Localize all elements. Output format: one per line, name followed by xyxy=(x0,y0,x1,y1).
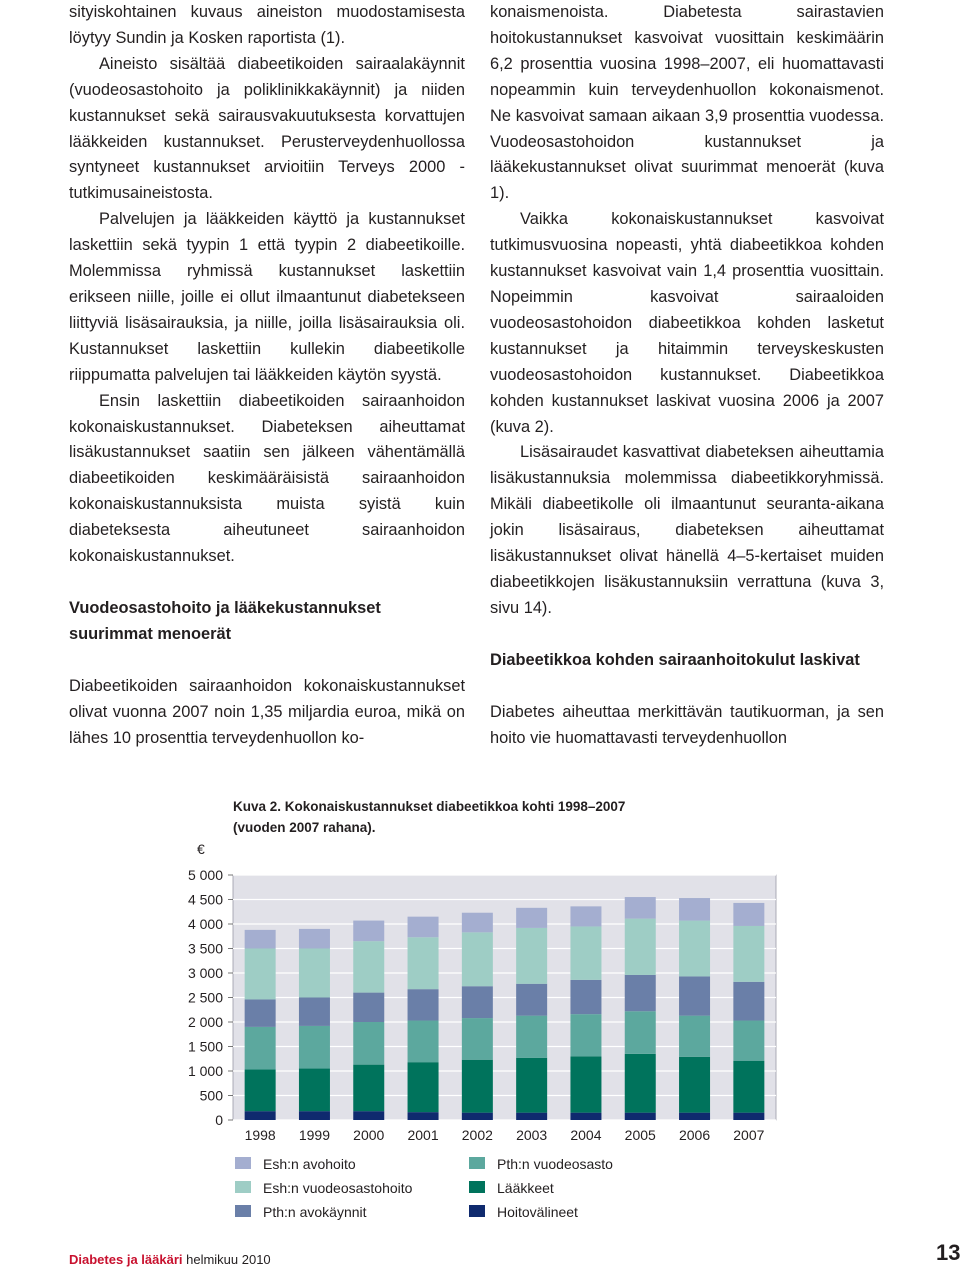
bar-segment xyxy=(625,1011,656,1054)
page-number: 13 xyxy=(936,1240,960,1265)
bar-segment xyxy=(245,949,276,1000)
bar-segment xyxy=(516,1058,547,1113)
bar-segment xyxy=(408,937,439,989)
bar-segment xyxy=(462,1113,493,1120)
bar-segment xyxy=(299,949,330,998)
bar-segment xyxy=(625,919,656,975)
bar-segment xyxy=(353,1065,384,1112)
bar-segment xyxy=(516,1113,547,1120)
section-heading-right: Diabeetikkoa kohden sairaanhoitokulut laskivat xyxy=(490,650,860,669)
left-paragraph-4: Ensin laskettiin diabeetikoiden sairaanhoidon kokonaiskustannukset. Diabeteksen aiheuttamat lisäkustannukset saatiin sen jälkeen vähentämällä diabeetikoiden keskimääräisistä sairaanhoidon kokonaiskustannuksista muista syistä kuin diabeteksesta aiheutuneet sairaanhoidon kokonaiskustannukset. xyxy=(69,391,465,566)
journal-name-part2: ja lääkäri xyxy=(126,1252,183,1267)
bar-segment xyxy=(733,926,764,982)
bar-segment xyxy=(462,913,493,933)
bar-segment xyxy=(408,1062,439,1112)
bar-segment xyxy=(733,903,764,926)
bar-segment xyxy=(733,1021,764,1061)
left-paragraph-2: Aineisto sisältää diabeetikoiden sairaalakäynnit (vuodeosastohoito ja poliklinikkakäynnit) ja niiden kustannukset sekä sairausvakuutuksesta korvattujen lääkkeiden kustannukset. Perusterveydenhuollossa syntyneet kustannukset arvioitiin Terveys 2000 -tutkimusaineistosta. xyxy=(69,54,465,203)
bar-segment xyxy=(353,941,384,992)
bar-segment xyxy=(570,1113,601,1120)
bar-segment xyxy=(733,982,764,1021)
bar-segment xyxy=(408,1112,439,1120)
y-tick-label: 5 000 xyxy=(187,867,223,883)
y-tick-label: 2 500 xyxy=(187,989,223,1006)
x-tick-label: 1998 xyxy=(244,1127,276,1143)
bar-segment xyxy=(625,975,656,1011)
chart-title-line-1: Kuva 2. Kokonaiskustannukset diabeetikkoa kohti 1998–2007 xyxy=(233,799,626,814)
bar-segment xyxy=(679,921,710,977)
legend-swatch xyxy=(235,1181,251,1193)
section-heading-left: Vuodeosastohoito ja lääkekustannukset suurimmat menoerät xyxy=(69,598,381,643)
y-tick-label: 3 000 xyxy=(187,965,223,981)
bar-segment xyxy=(570,906,601,926)
right-paragraph-3: Lisäsairaudet kasvattivat diabeteksen aiheuttamia lisäkustannuksia molemmissa diabeetikkoryhmissä. Mikäli diabeetikolle oli ilmaantunut seuranta-aikana jokin lisäsairaus, diabeteksen aiheuttamat lisäkustannukset olivat hänellä 4–5-kertaiset muiden diabeetikkojen lisäkustannuksiin verrattuna (kuva 3, sivu 14). xyxy=(490,443,884,617)
legend-label: Lääkkeet xyxy=(497,1180,554,1196)
legend-label: Hoitovälineet xyxy=(497,1204,578,1220)
bar-segment xyxy=(679,1113,710,1120)
bar-segment xyxy=(570,1014,601,1056)
bar-segment xyxy=(570,980,601,1014)
legend-swatch xyxy=(469,1205,485,1217)
bar-segment xyxy=(679,976,710,1015)
x-tick-label: 2003 xyxy=(516,1127,548,1143)
x-tick-label: 2005 xyxy=(624,1127,656,1143)
y-tick-label: 0 xyxy=(215,1112,223,1128)
left-paragraph-1: sityiskohtainen kuvaus aineiston muodostamisesta löytyy Sundin ja Kosken raportista (1). xyxy=(69,3,465,47)
legend-swatch xyxy=(235,1157,251,1169)
page-footer xyxy=(69,1252,271,1267)
bar-segment xyxy=(570,1056,601,1112)
y-tick-label: 4 000 xyxy=(187,916,223,932)
left-paragraph-5: Diabeetikoiden sairaanhoidon kokonaiskustannukset olivat vuonna 2007 noin 1,35 miljardia euroa, mikä on lähes 10 prosenttia terveydenhuollon ko- xyxy=(69,676,465,747)
x-tick-label: 2002 xyxy=(461,1127,493,1143)
bar-segment xyxy=(462,932,493,986)
legend-swatch xyxy=(235,1205,251,1217)
right-paragraph-4: Diabetes aiheuttaa merkittävän tautikuorman, ja sen hoito vie huomattavasti terveydenhuollon xyxy=(490,702,884,747)
left-column xyxy=(69,0,465,751)
bar-segment xyxy=(245,1111,276,1120)
bar-segment xyxy=(299,998,330,1026)
bar-segment xyxy=(625,1054,656,1113)
legend-label: Esh:n avohoito xyxy=(263,1156,356,1172)
bar-segment xyxy=(353,921,384,942)
left-paragraph-3: Palvelujen ja lääkkeiden käyttö ja kustannukset laskettiin sekä tyypin 1 että tyypin 2 diabeetikoille. Molemmissa ryhmissä kustannukset laskettiin erikseen niille, joille ei ollut ilmaantunut diabetekseen liittyviä lisäsairauksia, ja niille, joilla lisäsairauksia oli. Kustannukset laskettiin kullekin diabeetikolle riippumatta palvelujen tai lääkkeiden käytön syystä. xyxy=(69,210,465,384)
y-tick-label: 1 500 xyxy=(187,1038,223,1055)
bar-segment xyxy=(299,1069,330,1112)
x-tick-label: 2000 xyxy=(353,1127,385,1143)
bar-segment xyxy=(299,1026,330,1069)
bar-segment xyxy=(625,1113,656,1120)
y-tick-label: 3 500 xyxy=(187,940,223,957)
bar-segment xyxy=(245,1027,276,1070)
chart-title-line-2: (vuoden 2007 rahana). xyxy=(233,820,376,835)
bar-segment xyxy=(733,1061,764,1113)
stacked-bar-chart xyxy=(0,780,960,1240)
bar-segment xyxy=(299,929,330,949)
y-axis-ticks xyxy=(188,867,233,1128)
bar-segment xyxy=(245,930,276,949)
right-column xyxy=(490,0,884,751)
x-tick-label: 1999 xyxy=(298,1127,331,1143)
bar-segment xyxy=(408,1021,439,1063)
journal-name-part1: Diabetes xyxy=(69,1252,124,1267)
bar-segment xyxy=(408,917,439,938)
y-tick-label: 4 500 xyxy=(187,891,223,908)
right-paragraph-2: Vaikka kokonaiskustannukset kasvoivat tutkimusvuosina nopeasti, yhtä diabeetikkoa kohden kustannukset kasvoivat vain 1,4 prosenttia vuosittain. Nopeimmin kasvoivat sairaaloiden vuodeosastohoidon diabeetikkoa kohden lasketut kustannukset ja hitaimmin terveyskeskusten vuodeosastohoidon kustannukset. Diabeetikkoa kohden kustannukset laskivat vuosina 2006 ja 2007 (kuva 2). xyxy=(490,210,884,436)
legend-label: Pth:n avokäynnit xyxy=(263,1204,367,1220)
x-tick-label: 2006 xyxy=(678,1127,711,1143)
y-tick-label: 2 000 xyxy=(187,1014,223,1030)
bar-segment xyxy=(462,986,493,1018)
bar-segment xyxy=(462,1018,493,1060)
legend-label: Esh:n vuodeosastohoito xyxy=(263,1180,413,1196)
x-axis-ticks xyxy=(245,1127,765,1143)
bar-segment xyxy=(733,1113,764,1120)
legend-swatch xyxy=(469,1157,485,1169)
bar-segment xyxy=(245,1070,276,1112)
y-axis-unit-label: € xyxy=(197,841,205,857)
bar-segment xyxy=(462,1060,493,1113)
bar-segment xyxy=(516,928,547,984)
bar-segment xyxy=(353,1022,384,1065)
bar-segment xyxy=(408,989,439,1020)
bar-segment xyxy=(570,926,601,979)
right-paragraph-1: konaismenoista. Diabetesta sairastavien hoitokustannukset kasvoivat vuosittain keskimäärin 6,2 prosenttia vuosina 1998–2007, eli huomattavasti nopeammin kuin terveydenhuollon kokonaismenot. Ne kasvoivat samaan aikaan 3,9 prosenttia vuodessa. Vuodeosastohoidon kustannukset ja lääkekustannukset olivat suurimmat menoerät (kuva 1). xyxy=(490,3,884,203)
bar-segment xyxy=(516,984,547,1016)
y-tick-label: 500 xyxy=(199,1087,223,1104)
bar-segment xyxy=(353,993,384,1022)
bar-segment xyxy=(516,908,547,928)
bar-segment xyxy=(679,898,710,921)
issue-date: helmikuu 2010 xyxy=(186,1252,271,1267)
bar-segment xyxy=(245,999,276,1026)
y-tick-label: 1 000 xyxy=(187,1063,223,1079)
x-tick-label: 2007 xyxy=(733,1127,765,1143)
legend-label: Pth:n vuodeosasto xyxy=(497,1156,613,1172)
legend-swatch xyxy=(469,1181,485,1193)
bar-segment xyxy=(625,897,656,919)
bar-segment xyxy=(679,1016,710,1057)
bar-segment xyxy=(353,1111,384,1120)
bar-segment xyxy=(299,1111,330,1120)
bar-segment xyxy=(516,1016,547,1058)
x-tick-label: 2001 xyxy=(407,1127,439,1143)
chart-legend xyxy=(235,1156,613,1220)
x-tick-label: 2004 xyxy=(570,1127,602,1143)
bar-segment xyxy=(679,1057,710,1113)
